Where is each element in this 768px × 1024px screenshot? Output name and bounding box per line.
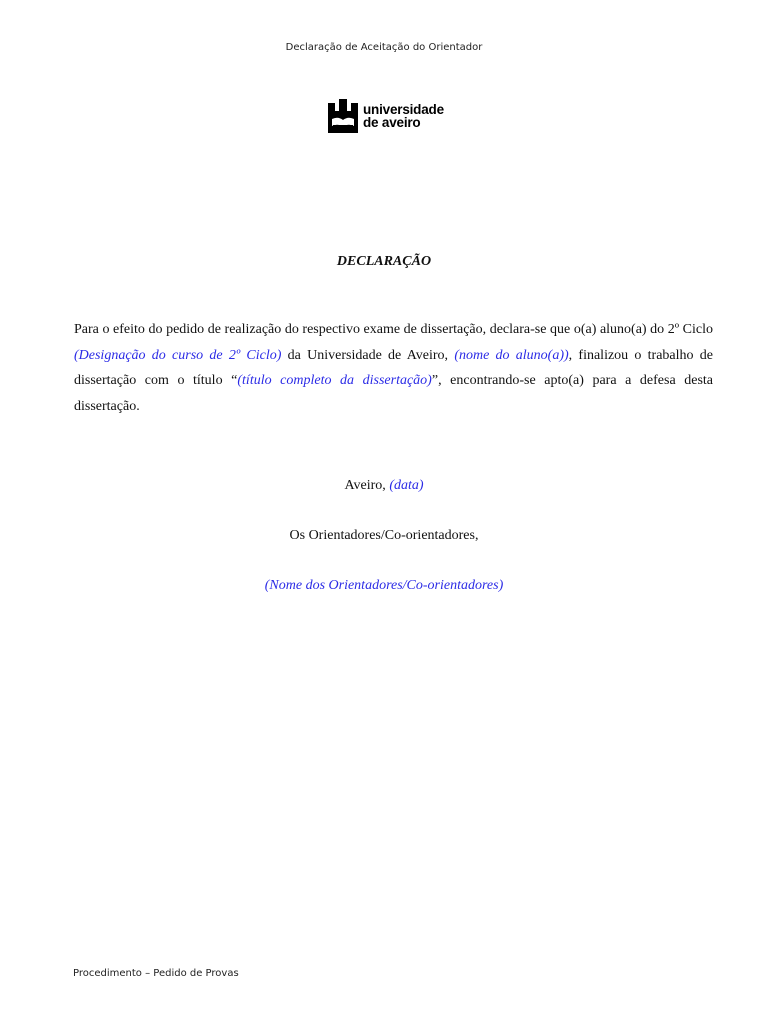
logo-line-1: universidade [363, 101, 444, 117]
supervisors-label: Os Orientadores/Co-orientadores, [289, 528, 479, 543]
course-placeholder: (Designação do curso de 2º Ciclo) [74, 347, 282, 363]
university-logo [328, 99, 444, 133]
paragraph-text-2: da Universidade de Aveiro, [281, 347, 455, 363]
logo-wordmark [363, 103, 444, 130]
place-date-line [0, 478, 768, 494]
university-of-aveiro-logo-icon [328, 99, 358, 133]
page-footer: Procedimento – Pedido de Provas [73, 968, 239, 979]
dissertation-title-placeholder: (título completo da dissertação) [237, 373, 432, 388]
place-label: Aveiro, [344, 478, 390, 493]
supervisors-name-placeholder: (Nome dos Orientadores/Co-orientadores) [264, 578, 504, 593]
page-header: Declaração de Aceitação do Orientador [285, 42, 483, 53]
student-name-placeholder: (nome do aluno(a)) [454, 347, 569, 363]
paragraph-text-1: Para o efeito do pedido de realização do respectivo exame de dissertação, declara-se que o(a) aluno(a) do 2º Ciclo [74, 322, 713, 337]
declaration-paragraph [74, 317, 713, 419]
paragraph-text-3: , finalizou o trabalho de dissertação com o título “ [74, 347, 713, 388]
paragraph-text-4: ”, encontrando-se apto(a) para a defesa desta dissertação. [74, 373, 713, 414]
date-placeholder: (data) [389, 478, 424, 493]
logo-line-2: de aveiro [363, 115, 421, 130]
document-title: DECLARAÇÃO [336, 254, 432, 269]
